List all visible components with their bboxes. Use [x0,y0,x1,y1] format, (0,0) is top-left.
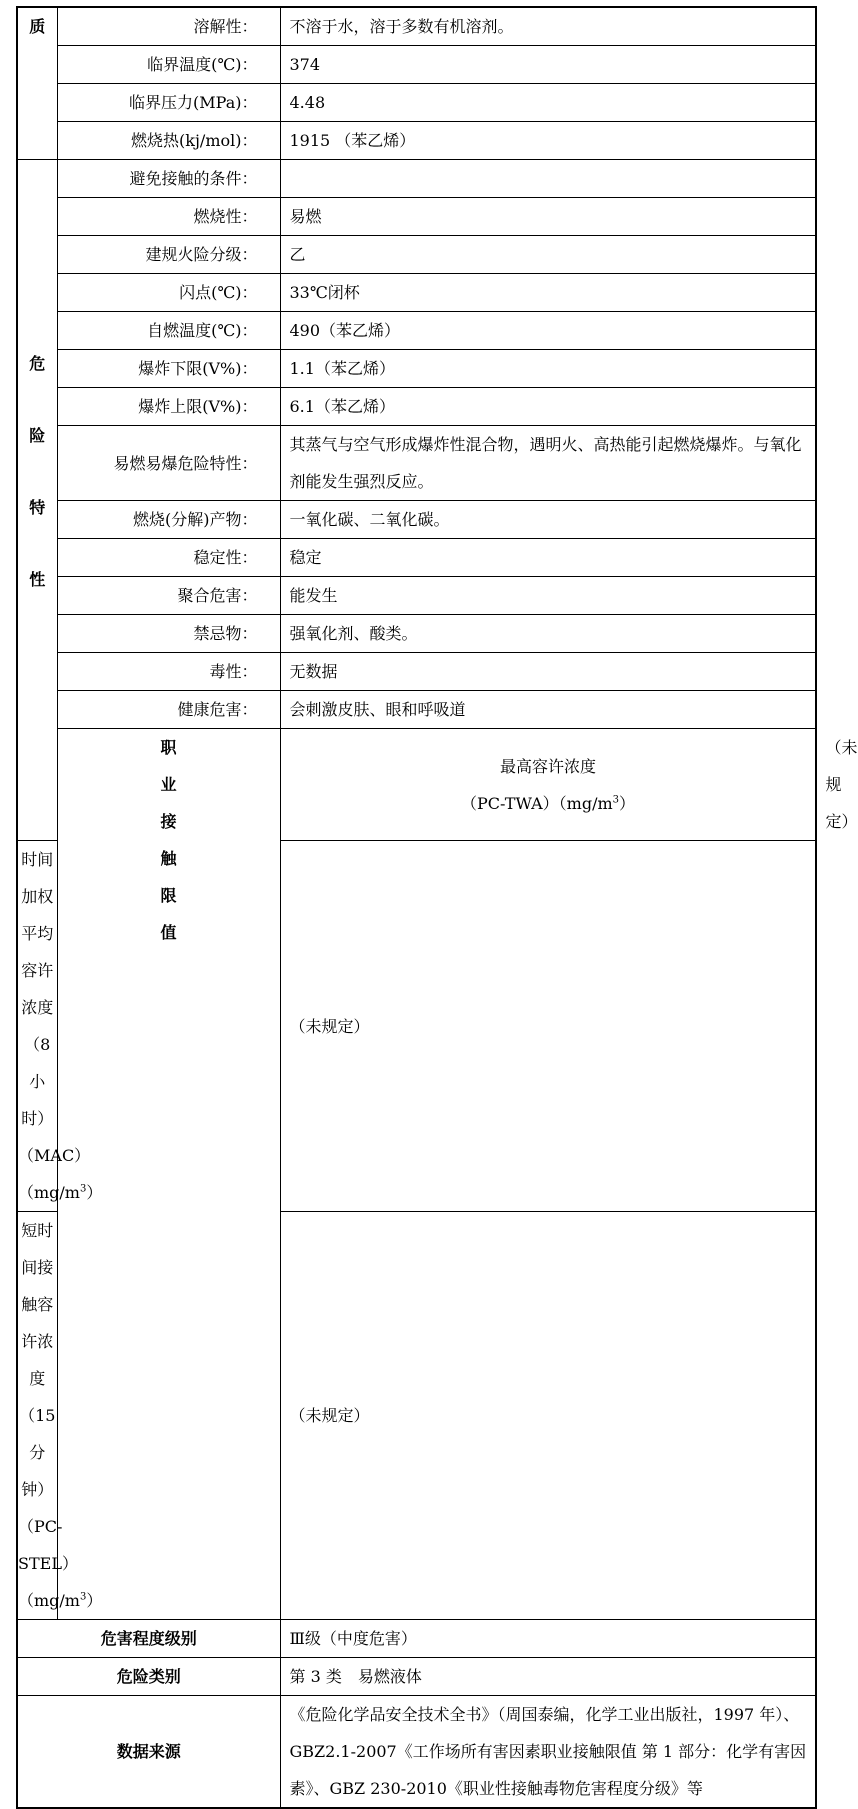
table-row [17,198,816,236]
table-row [17,1620,816,1658]
section-char: 危 [29,354,46,373]
section-char: 特 [29,498,46,517]
prop-value: 1915 （苯乙烯） [280,122,816,160]
hazard-value: 强氧化剂、酸类。 [280,615,816,653]
prop-label: 燃烧热(kj/mol)： [57,122,280,160]
table-row [17,577,816,615]
table-row [17,7,816,46]
hazard-class-label: 危险类别 [17,1658,280,1696]
limit-label: 时间加权平均容许浓度 （8 小时）（MAC） $(mg/m^3)$ [17,841,57,1212]
hazard-label: 易燃易爆危险特性： [57,426,280,501]
hazard-label: 爆炸上限(V%)： [57,388,280,426]
hazard-value: 无数据 [280,653,816,691]
msds-table [16,6,858,1809]
section-char: 险 [29,426,46,445]
hazard-label: 闪点(℃)： [57,274,280,312]
hazard-value: 稳定 [280,539,816,577]
table-row [17,312,816,350]
prop-value: 不溶于水，溶于多数有机溶剂。 [280,7,816,46]
table-row [17,160,816,198]
hazard-value: 33℃闭杯 [280,274,816,312]
hazard-class-value: 第 3 类 易燃液体 [280,1658,816,1696]
prop-label: 溶解性： [57,7,280,46]
section-hazard [17,160,57,841]
hazard-value: 其蒸气与空气形成爆炸性混合物，遇明火、高热能引起燃烧爆炸。与氧化剂能发生强烈反应。 [280,426,816,501]
hazard-label: 燃烧性： [57,198,280,236]
section-char: 质 [29,17,46,36]
data-source-value: 《危险化学品安全技术全书》（周国泰编，化学工业出版社，1997 年）、GBZ2.1-2007《工作场所有害因素职业接触限值 第 1 部分：化学有害因素》、GBZ 230-2010《职业性接触毒物危害程度分级》等 [280,1696,816,1809]
table-row [17,388,816,426]
section-char: 性 [29,570,46,589]
section-char: 限 [160,886,177,905]
table-row [17,691,816,729]
hazard-value: 易燃 [280,198,816,236]
hazard-value: 会刺激皮肤、眼和呼吸道 [280,691,816,729]
prop-label: 临界温度(℃)： [57,46,280,84]
section-exposure [57,729,280,1620]
section-char: 触 [160,849,177,868]
hazard-label: 避免接触的条件： [57,160,280,198]
limit-value: （未规定） [280,841,816,1212]
prop-value: 374 [280,46,816,84]
hazard-value: 乙 [280,236,816,274]
hazard-value: 能发生 [280,577,816,615]
prop-label: 临界压力(MPa)： [57,84,280,122]
hazard-value: 490（苯乙烯） [280,312,816,350]
hazard-label: 稳定性： [57,539,280,577]
hazard-label: 自燃温度(℃)： [57,312,280,350]
hazard-label: 建规火险分级： [57,236,280,274]
hazard-label: 禁忌物： [57,615,280,653]
hazard-value: 1.1（苯乙烯） [280,350,816,388]
prop-value: 4.48 [280,84,816,122]
hazard-label: 毒性： [57,653,280,691]
table-row [17,350,816,388]
section-char: 值 [160,923,177,942]
table-row: 职 业 接 触 限 值 最高容许浓度 $(PC-TWA)(mg/m^3)$ （未规定） [17,729,816,841]
section-char: 业 [160,775,177,794]
table-row [17,615,816,653]
table-row [17,501,816,539]
table-row [17,653,816,691]
section-char: 接 [160,812,177,831]
hazard-value [280,160,816,198]
table-row [17,84,816,122]
limit-label: 短时间接触容许浓度 （15 分钟）（PC-STEL） $(mg/m^3)$ [17,1212,57,1620]
table-row [17,46,816,84]
data-source-label: 数据来源 [17,1696,280,1809]
table-row [17,274,816,312]
limit-label: 最高容许浓度 $(PC-TWA)(mg/m^3)$ [280,729,816,841]
hazard-value: 6.1（苯乙烯） [280,388,816,426]
hazard-label: 燃烧(分解)产物： [57,501,280,539]
hazard-level-value: Ⅲ级（中度危害） [280,1620,816,1658]
hazard-label: 健康危害： [57,691,280,729]
hazard-value: 一氧化碳、二氧化碳。 [280,501,816,539]
limit-value: （未规定） [280,1212,816,1620]
section-char: 职 [160,738,177,757]
table-row [17,539,816,577]
table-row [17,426,816,501]
hazard-level-label: 危害程度级别 [17,1620,280,1658]
section-quality [17,7,57,160]
table-row [17,236,816,274]
hazard-label: 聚合危害： [57,577,280,615]
table-row [17,1658,816,1696]
table-row [17,1696,816,1809]
hazard-label: 爆炸下限(V%)： [57,350,280,388]
table-row [17,122,816,160]
